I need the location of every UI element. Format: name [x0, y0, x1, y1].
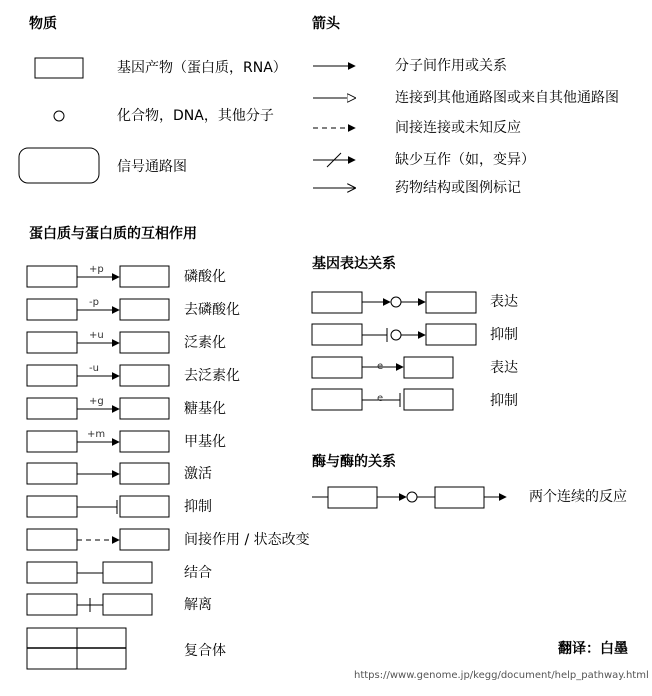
label-indirect-effect: 间接作用 / 状态改变 — [184, 532, 310, 548]
source-url: https://www.genome.jp/kegg/document/help_pathway.html — [354, 670, 649, 681]
label-compound: 化合物，DNA，其他分子 — [117, 108, 274, 124]
label-methylation: 甲基化 — [184, 434, 226, 450]
label-dephosphorylation: 去磷酸化 — [184, 302, 240, 318]
ppi-row-indirect-effect — [27, 529, 169, 550]
label-activation: 激活 — [184, 466, 212, 482]
label-phosphorylation: 磷酸化 — [184, 269, 226, 285]
label-ge-repression-e: 抑制 — [490, 393, 518, 409]
heading-gene-expression: 基因表达关系 — [312, 256, 396, 272]
label-binding: 结合 — [184, 565, 212, 581]
pathway-map-box — [19, 148, 99, 183]
label-ge-expression: 表达 — [490, 294, 518, 310]
heading-arrows: 箭头 — [312, 16, 340, 32]
heading-ppi: 蛋白质与蛋白质的互相作用 — [29, 226, 197, 242]
compound-circle — [54, 111, 64, 121]
label-ge-expression-e: 表达 — [490, 360, 518, 376]
tag-e-expression: e — [377, 361, 384, 372]
label-arrow-indirect: 间接连接或未知反应 — [395, 120, 521, 136]
ppi-row-inhibition — [27, 496, 169, 517]
heading-enzyme: 酶与酶的关系 — [312, 454, 396, 470]
translator-credit: 翻译：白墨 — [558, 641, 628, 657]
label-inhibition: 抑制 — [184, 499, 212, 515]
gene-product-box — [35, 58, 83, 78]
label-ubiquitination: 泛素化 — [184, 335, 226, 351]
label-arrow-interaction: 分子间作用或关系 — [395, 58, 507, 74]
label-ge-repression: 抑制 — [490, 327, 518, 343]
tag-plus-u: +u — [89, 330, 104, 341]
tag-plus-g: +g — [89, 396, 104, 407]
label-glycosylation: 糖基化 — [184, 401, 226, 417]
label-deubiquitination: 去泛素化 — [184, 368, 240, 384]
label-dissociation: 解离 — [184, 597, 212, 613]
enzyme-consecutive-reaction — [312, 487, 506, 508]
heading-substances: 物质 — [29, 16, 57, 32]
tag-minus-u: -u — [89, 363, 99, 374]
tag-plus-p: +p — [89, 264, 104, 275]
ppi-row-binding — [27, 562, 152, 583]
tag-minus-p: -p — [89, 297, 99, 308]
ge-row-repression — [312, 324, 476, 345]
tag-plus-m: +m — [87, 429, 106, 440]
label-complex: 复合体 — [184, 643, 226, 659]
ppi-row-activation — [27, 463, 169, 484]
label-arrow-drug: 药物结构或图例标记 — [395, 180, 521, 196]
ge-row-expression — [312, 292, 476, 313]
tag-e-repression: e — [377, 393, 384, 404]
label-pathway-map: 信号通路图 — [117, 159, 187, 175]
label-arrow-link: 连接到其他通路图或来自其他通路图 — [395, 90, 619, 106]
label-gene-product: 基因产物（蛋白质，RNA） — [117, 60, 287, 76]
ppi-row-complex — [27, 628, 126, 669]
label-consecutive-reaction: 两个连续的反应 — [529, 489, 627, 505]
label-arrow-missing: 缺少互作（如，变异） — [395, 152, 535, 168]
ppi-row-dissociation — [27, 594, 152, 615]
